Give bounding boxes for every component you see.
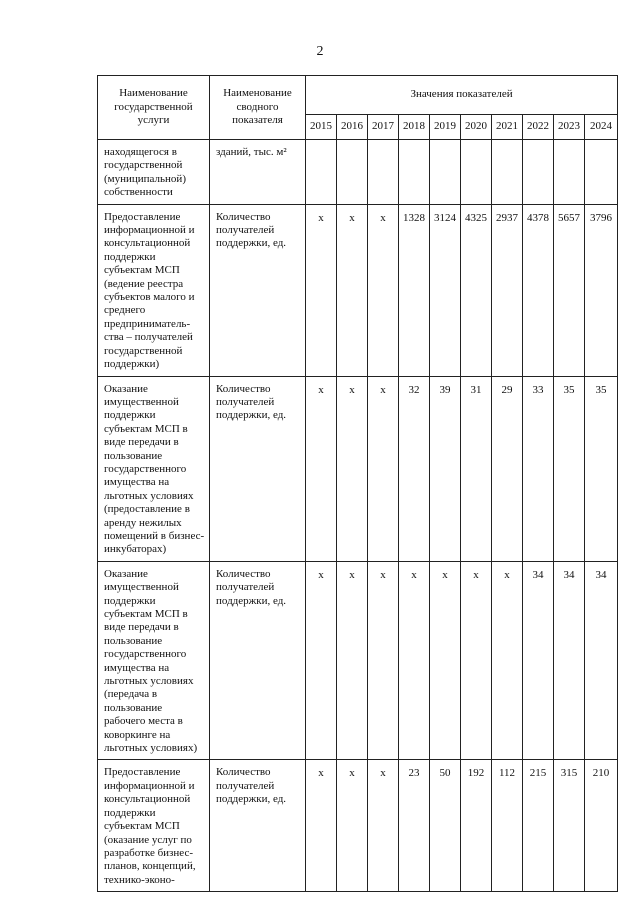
year-header-cell: 2017 xyxy=(368,115,399,140)
service-name-cell: Оказание имущественной поддержки субъектам МСП в виде передачи в пользование государственного имущества на льготных условиях (предоставление в аренду нежилых помещений в бизнес-инкубаторах) xyxy=(98,376,210,561)
year-header-cell: 2022 xyxy=(523,115,554,140)
table-row xyxy=(98,204,618,376)
value-cell xyxy=(492,140,523,205)
value-cell: 34 xyxy=(554,561,585,760)
year-header-cell: 2015 xyxy=(306,115,337,140)
year-header-cell: 2024 xyxy=(585,115,618,140)
value-cell: 3124 xyxy=(430,204,461,376)
indicators-table xyxy=(97,75,618,892)
value-cell xyxy=(399,140,430,205)
value-cell: x xyxy=(461,561,492,760)
value-cell: 34 xyxy=(523,561,554,760)
value-cell: 23 xyxy=(399,760,430,892)
header-indicator-name: Наименование сводного показателя xyxy=(210,76,306,140)
service-name-cell: находящегося в государственной (муниципальной) собственности xyxy=(98,140,210,205)
value-cell: 1328 xyxy=(399,204,430,376)
value-cell xyxy=(585,140,618,205)
value-cell: 39 xyxy=(430,376,461,561)
indicator-name-cell: Количество получателей поддержки, ед. xyxy=(210,760,306,892)
page-number: 2 xyxy=(316,44,324,59)
value-cell: x xyxy=(492,561,523,760)
indicator-name-cell: Количество получателей поддержки, ед. xyxy=(210,561,306,760)
value-cell: 32 xyxy=(399,376,430,561)
value-cell: x xyxy=(337,376,368,561)
value-cell: x xyxy=(368,561,399,760)
year-header-cell: 2019 xyxy=(430,115,461,140)
header-service-name: Наименование государственной услуги xyxy=(98,76,210,140)
value-cell: 2937 xyxy=(492,204,523,376)
header-indicator-values: Значения показателей xyxy=(306,76,618,115)
table-row xyxy=(98,760,618,892)
value-cell xyxy=(554,140,585,205)
value-cell: x xyxy=(368,376,399,561)
value-cell: 215 xyxy=(523,760,554,892)
value-cell: x xyxy=(306,760,337,892)
value-cell: 29 xyxy=(492,376,523,561)
value-cell: 31 xyxy=(461,376,492,561)
value-cell: 210 xyxy=(585,760,618,892)
service-name-cell: Предоставление информационной и консультационной поддержки субъектам МСП (ведение реестра субъектов малого и среднего предприниматель-ства – получателей государственной поддержки) xyxy=(98,204,210,376)
value-cell: x xyxy=(306,376,337,561)
value-cell: 50 xyxy=(430,760,461,892)
year-header-cell: 2021 xyxy=(492,115,523,140)
value-cell: 192 xyxy=(461,760,492,892)
value-cell xyxy=(306,140,337,205)
value-cell: 112 xyxy=(492,760,523,892)
value-cell xyxy=(523,140,554,205)
value-cell xyxy=(368,140,399,205)
indicator-name-cell: Количество получателей поддержки, ед. xyxy=(210,376,306,561)
value-cell: 33 xyxy=(523,376,554,561)
table-row xyxy=(98,376,618,561)
year-header-cell: 2020 xyxy=(461,115,492,140)
value-cell xyxy=(461,140,492,205)
indicator-name-cell: Количество получателей поддержки, ед. xyxy=(210,204,306,376)
value-cell: x xyxy=(368,204,399,376)
value-cell: x xyxy=(399,561,430,760)
value-cell: 4378 xyxy=(523,204,554,376)
year-header-cell: 2018 xyxy=(399,115,430,140)
value-cell: 5657 xyxy=(554,204,585,376)
value-cell: x xyxy=(337,561,368,760)
year-header-cell: 2023 xyxy=(554,115,585,140)
service-name-cell: Предоставление информационной и консультационной поддержки субъектам МСП (оказание услуг по разработке бизнес-планов, концепций, технико-эконо- xyxy=(98,760,210,892)
service-name-cell: Оказание имущественной поддержки субъектам МСП в виде передачи в пользование государственного имущества на льготных условиях (передача в пользование рабочего места в коворкинге на льготных условиях) xyxy=(98,561,210,760)
table-row xyxy=(98,140,618,205)
value-cell xyxy=(430,140,461,205)
value-cell: 34 xyxy=(585,561,618,760)
table-row xyxy=(98,561,618,760)
value-cell: x xyxy=(337,204,368,376)
value-cell: 3796 xyxy=(585,204,618,376)
value-cell: x xyxy=(306,204,337,376)
value-cell: x xyxy=(430,561,461,760)
value-cell: x xyxy=(368,760,399,892)
year-header-cell: 2016 xyxy=(337,115,368,140)
indicator-name-cell: зданий, тыс. м² xyxy=(210,140,306,205)
value-cell xyxy=(337,140,368,205)
value-cell: 35 xyxy=(554,376,585,561)
value-cell: 35 xyxy=(585,376,618,561)
value-cell: 4325 xyxy=(461,204,492,376)
value-cell: 315 xyxy=(554,760,585,892)
value-cell: x xyxy=(337,760,368,892)
value-cell: x xyxy=(306,561,337,760)
